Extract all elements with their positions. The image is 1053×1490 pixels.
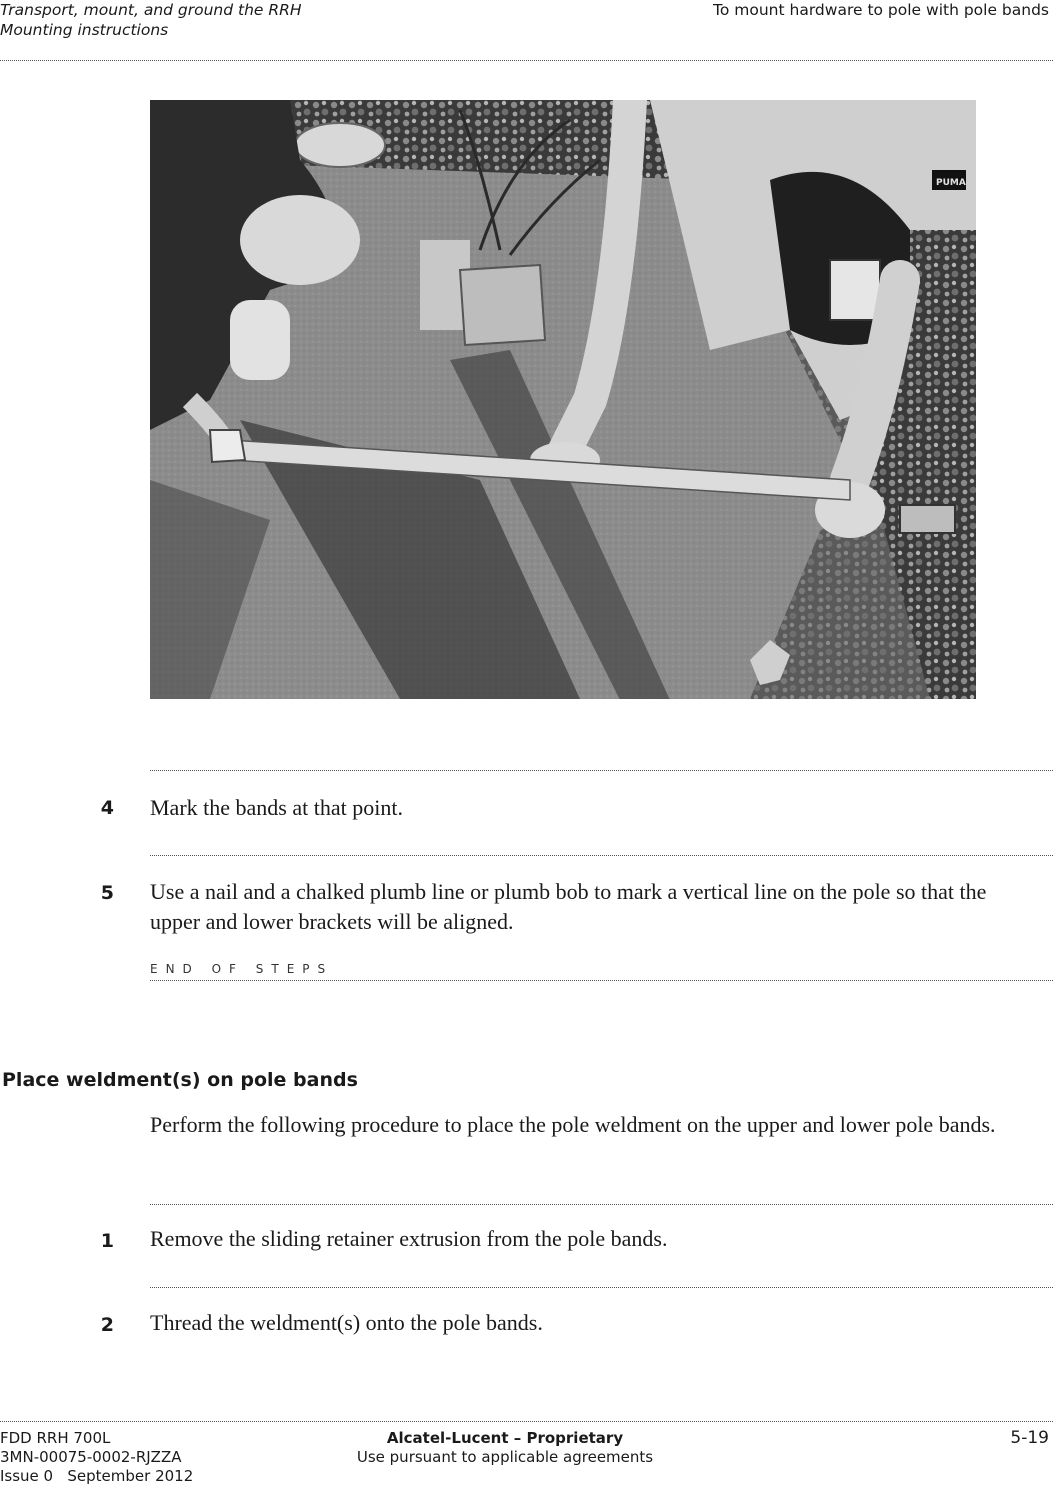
footer-product: FDD RRH 700L xyxy=(0,1429,111,1447)
step-text: Mark the bands at that point. xyxy=(150,795,403,820)
header-rule xyxy=(0,60,1053,61)
procedure-photo xyxy=(150,100,976,699)
step-separator xyxy=(150,770,1053,771)
footer-usage: Use pursuant to applicable agreements xyxy=(356,1448,654,1466)
step-number: 1 xyxy=(100,1230,114,1252)
page-number: 5-19 xyxy=(1010,1428,1049,1448)
step-number: 5 xyxy=(100,882,114,904)
header-chapter-title: Transport, mount, and ground the RRH xyxy=(0,1,302,19)
footer-rule xyxy=(0,1421,1053,1422)
shirt-logo: PUMA xyxy=(936,178,966,188)
header-section-title: Mounting instructions xyxy=(0,21,169,39)
end-of-steps-label: END OF STEPS xyxy=(150,962,334,976)
end-of-steps-rule xyxy=(150,980,1053,981)
footer-doc-number: 3MN-00075-0002-RJZZA xyxy=(0,1448,182,1466)
step-separator xyxy=(150,1287,1053,1288)
footer-document-info xyxy=(0,1429,193,1486)
footer-company: Alcatel-Lucent – Proprietary xyxy=(386,1429,624,1447)
step-text: Remove the sliding retainer extrusion from the pole bands. xyxy=(150,1226,668,1251)
step-number: 2 xyxy=(100,1314,114,1336)
header-procedure-title: To mount hardware to pole with pole bands xyxy=(713,1,1049,19)
section-intro: Perform the following procedure to place the pole weldment on the upper and lower pole bands. xyxy=(150,1112,996,1137)
step-separator xyxy=(150,855,1053,856)
section-heading: Place weldment(s) on pole bands xyxy=(2,1069,358,1091)
step-separator xyxy=(150,1204,1053,1205)
step-number: 4 xyxy=(100,797,114,819)
step-text: Use a nail and a chalked plumb line or plumb bob to mark a vertical line on the pole so that the upper and lower brackets will be aligned. xyxy=(150,879,987,934)
footer-issue: Issue 0 September 2012 xyxy=(0,1467,194,1485)
step-text: Thread the weldment(s) onto the pole bands. xyxy=(150,1310,543,1335)
footer-proprietary-notice xyxy=(330,1429,680,1467)
running-header-left xyxy=(0,0,302,40)
